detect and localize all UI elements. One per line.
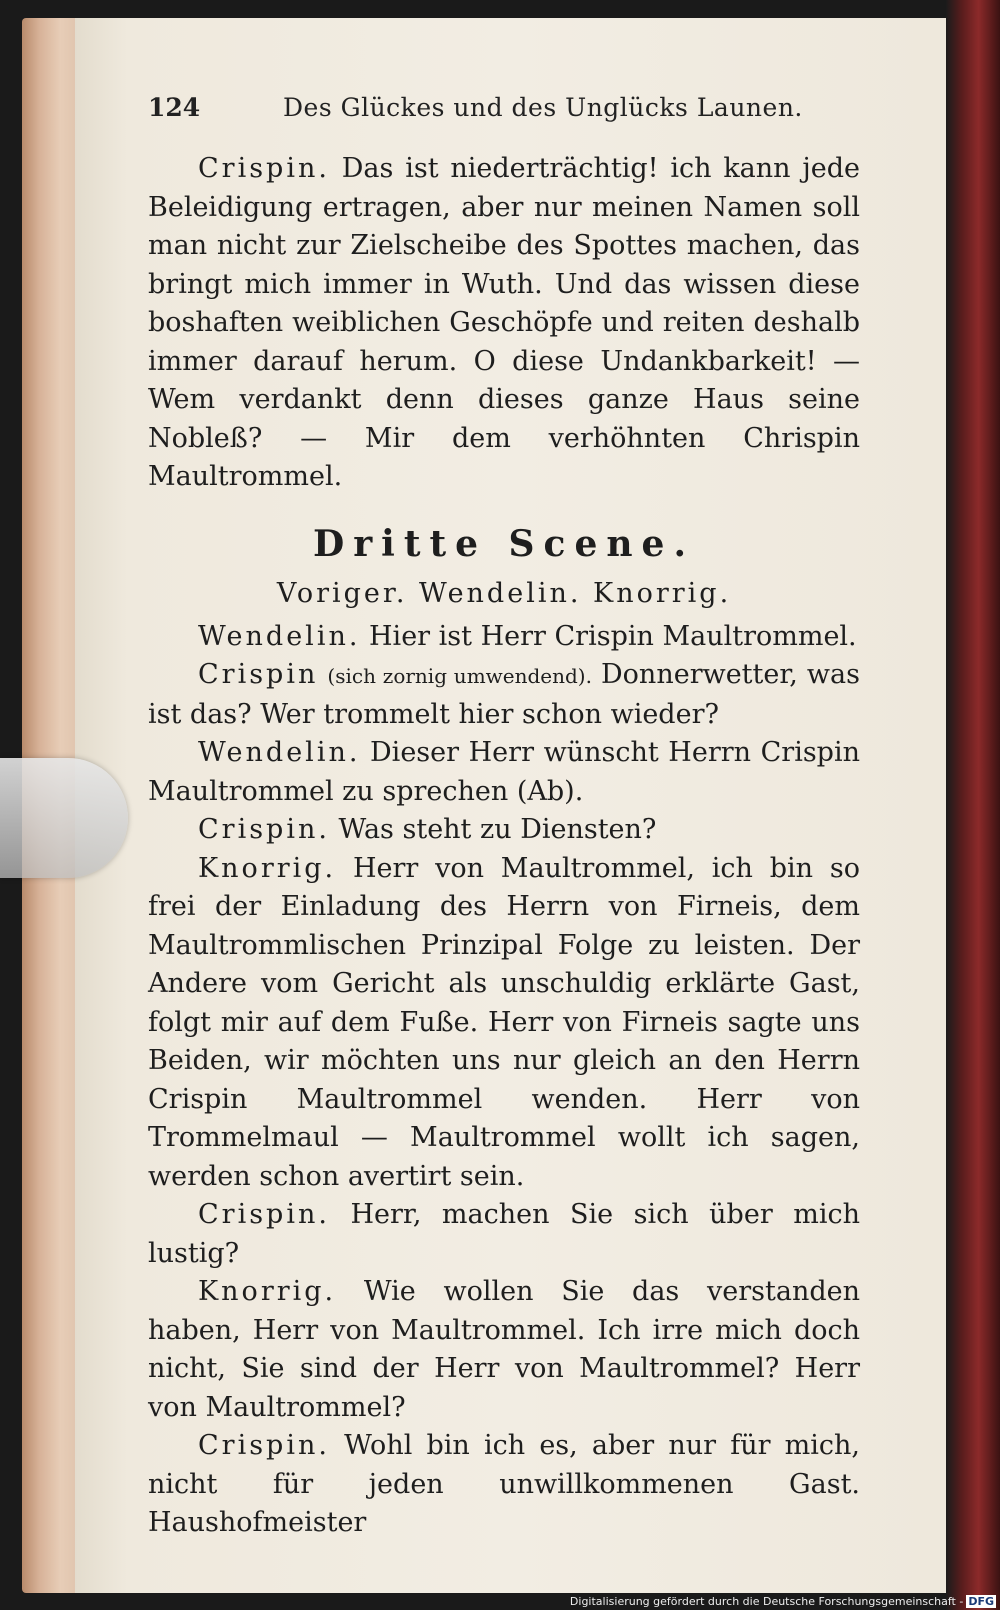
dialogue-paragraph [148, 811, 860, 850]
dialogue-paragraph [148, 734, 860, 811]
speaker-name: Crispin. [198, 1199, 330, 1230]
dialogue-text: Dieser Herr wünscht Herrn Crispin Maultrommel zu sprechen (Ab). [148, 737, 860, 807]
dialogue-paragraph [148, 1273, 860, 1427]
dialogue-text: Herr von Maultrommel, ich bin so frei der Einladung des Herrn von Firneis, dem Maultrommlischen Prinzipal Folge zu leisten. Der Andere vom Gericht als unschuldig erklärte Gast, folgt mir auf dem Fuße. Herr von Firneis sagte uns Beiden, wir möchten uns nur gleich an den Herrn Crispin Maultrommel wenden. Herr von Trommelmaul — Maultrommel wollt ich sagen, werden schon avertirt sein. [148, 852, 860, 1192]
dialogue-text: Wohl bin ich es, aber nur für mich, nicht für jeden unwillkommenen Gast. Haushofmeister [148, 1430, 861, 1538]
digitization-credit [570, 1595, 996, 1608]
stage-direction: (sich zornig umwendend). [327, 664, 592, 688]
page-header [148, 93, 868, 133]
page-number: 124 [148, 93, 201, 122]
dialogue-text: Donnerwetter, was ist das? Wer trommelt hier schon wieder? [148, 659, 860, 730]
speaker-name: Wendelin. [198, 620, 361, 652]
speaker-name: Knorrig. [198, 852, 337, 884]
speaker-name: Crispin. [198, 153, 330, 184]
dialogue-paragraph [148, 850, 860, 1197]
speaker-name: Crispin. [198, 1430, 330, 1461]
dialogue-text: Wie wollen Sie das verstanden haben, Herr von Maultrommel. Ich irre mich doch nicht, Sie sind der Herr von Maultrommel? Herr von Maultrommel? [148, 1276, 860, 1423]
dialogue-text: Was steht zu Diensten? [338, 814, 657, 845]
dialogue-paragraph [148, 150, 860, 497]
speaker-name: Crispin. [198, 814, 330, 845]
running-head: Des Glückes und des Unglücks Launen. [283, 93, 803, 122]
body-text [148, 150, 860, 1543]
dialogue-paragraph [148, 618, 860, 657]
speaker-name: Knorrig. [198, 1276, 337, 1307]
credit-text: Digitalisierung gefördert durch die Deutsche Forschungsgemeinschaft - [569, 1595, 964, 1608]
dialogue-paragraph [148, 1427, 860, 1543]
dialogue-paragraph [148, 656, 860, 734]
dfg-logo: DFG [968, 1595, 994, 1608]
dialogue-text: Hier ist Herr Crispin Maultrommel. [369, 620, 857, 652]
dialogue-text: Herr, machen Sie sich über mich lustig? [148, 1199, 860, 1269]
scene-characters: Voriger. Wendelin. Knorrig. [276, 578, 732, 609]
book-cover-edge [946, 0, 1000, 1610]
dialogue-text: Das ist niederträchtig! ich kann jede Beleidigung ertragen, aber nur meinen Namen soll man nicht zur Zielscheibe des Spottes machen, das bringt mich immer in Wuth. Und das wissen diese boshaften weiblichen Geschöpfe und reiten deshalb immer darauf herum. O diese Undankbarkeit! — Wem verdankt denn dieses ganze Haus seine Nobleß? — Mir dem verhöhnten Chrispin Maultrommel. [148, 153, 860, 492]
speaker-name: Crispin [198, 659, 319, 690]
scene-title: Dritte Scene. [313, 522, 695, 565]
page-clip [0, 758, 128, 878]
speaker-name: Wendelin. [198, 737, 361, 768]
dialogue-paragraph [148, 1196, 860, 1273]
